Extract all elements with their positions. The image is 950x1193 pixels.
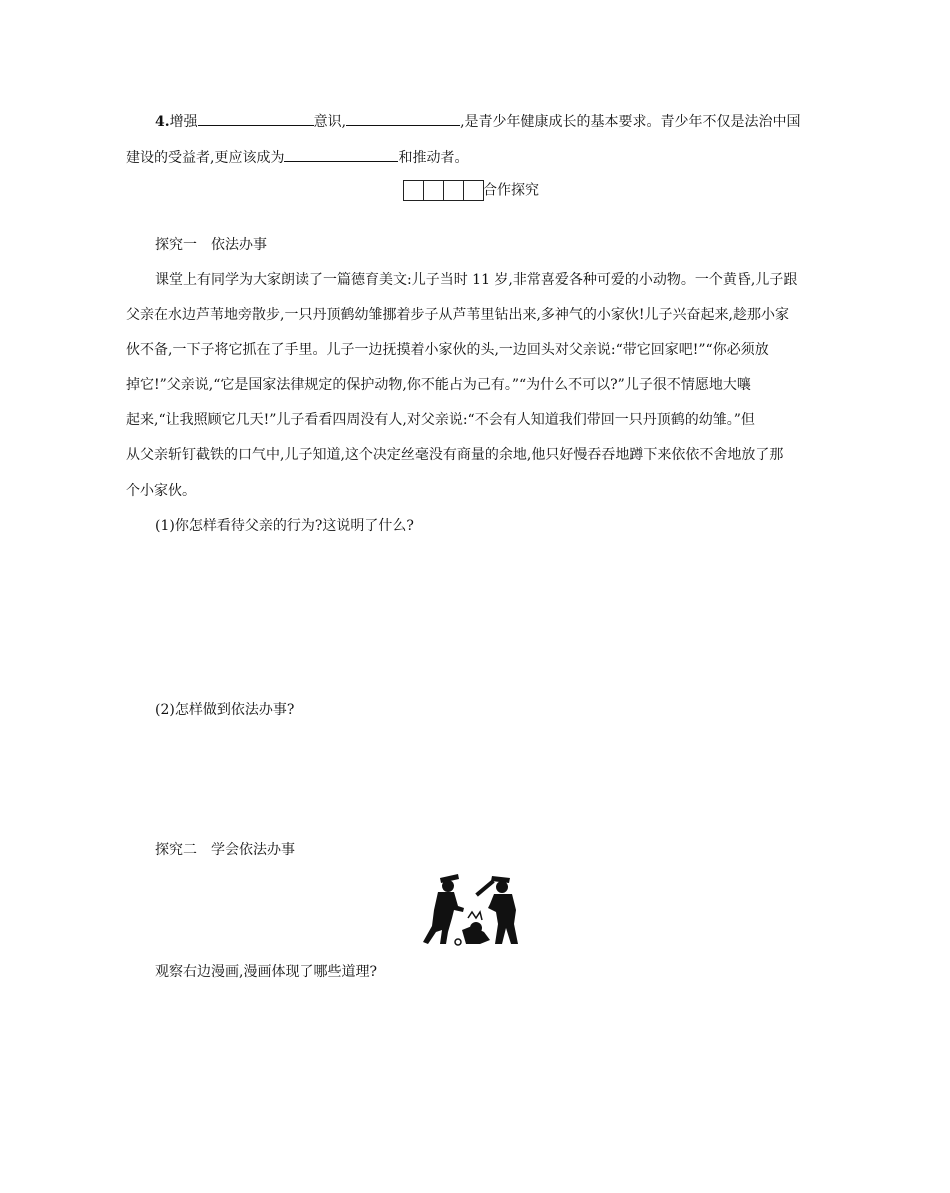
decorative-boxes [403, 180, 483, 201]
q4-text-1: 增强 [169, 114, 198, 130]
q4-number: 4. [155, 114, 170, 130]
q4-text-5: 和推动者。 [398, 150, 469, 166]
q4-text-3: ,是青少年健康成长的基本要求。青少年不仅是法治中国 [460, 114, 801, 130]
paragraph-line-5: 起来,“让我照顾它几天!”儿子看看四周没有人,对父亲说:“不会有人知道我们带回一只丹顶鹤的幼雏。”但 [126, 412, 755, 428]
q4-line-1 [155, 111, 801, 132]
question-1: (1)你怎样看待父亲的行为?这说明了什么? [155, 518, 414, 534]
section-title: 合作探究 [483, 182, 539, 199]
paragraph-line-2: 父亲在水边芦苇地旁散步,一只丹顶鹤幼雏挪着步子从芦苇里钻出来,多神气的小家伙!儿子兴奋起来,趁那小家 [126, 307, 789, 323]
paragraph-line-3: 伙不备,一下子将它抓在了手里。儿子一边抚摸着小家伙的头,一边回头对父亲说:“带它回家吧!”“你必须放 [126, 342, 769, 358]
q4-line-2 [126, 147, 468, 168]
question-2: (2)怎样做到依法办事? [155, 702, 295, 718]
blank-1[interactable] [198, 111, 314, 126]
box-2 [423, 180, 444, 201]
blank-2[interactable] [346, 111, 460, 126]
explore2-heading: 探究二 学会依法办事 [155, 842, 295, 858]
box-1 [403, 180, 424, 201]
paragraph-line-7: 个小家伙。 [126, 483, 196, 499]
paragraph-line-4: 掉它!”父亲说,“它是国家法律规定的保护动物,你不能占为己有。”“为什么不可以?”儿子很不情愿地大嚷 [126, 377, 751, 393]
left-officer-figure [423, 874, 464, 944]
paragraph-line-6: 从父亲斩钉截铁的口气中,儿子知道,这个决定丝毫没有商量的余地,他只好慢吞吞地蹲下来依依不舍地放了那 [126, 447, 784, 463]
box-4 [463, 180, 484, 201]
comic-illustration [418, 872, 532, 948]
q4-text-2: 意识, [313, 114, 347, 130]
explore1-heading: 探究一 依法办事 [155, 237, 267, 253]
explore2-question: 观察右边漫画,漫画体现了哪些道理? [155, 964, 377, 980]
blank-3[interactable] [284, 147, 398, 162]
section-header [403, 180, 539, 201]
paragraph-line-1: 课堂上有同学为大家朗读了一篇德育美文:儿子当时 11 岁,非常喜爱各种可爱的小动物。一个黄昏,儿子跟 [155, 272, 798, 288]
box-3 [443, 180, 464, 201]
q4-text-4: 建设的受益者,更应该成为 [126, 150, 285, 166]
fallen-person-figure [455, 912, 490, 945]
